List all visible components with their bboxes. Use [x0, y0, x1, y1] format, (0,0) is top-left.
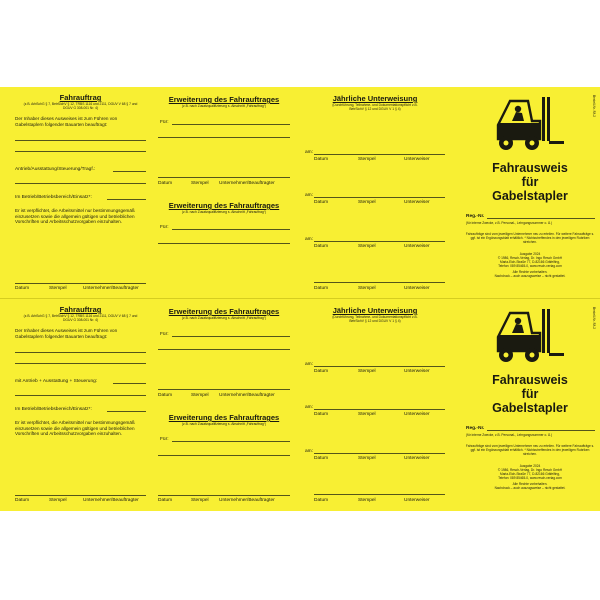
datum-label: Datum: [158, 498, 173, 503]
unterweisung-line[interactable]: [314, 197, 445, 198]
bereich-line[interactable]: [107, 199, 146, 200]
am-label: am:: [305, 150, 313, 155]
forklift-icon: [492, 97, 564, 152]
cover-title-line2: für: [521, 175, 539, 189]
antrieb-label: mit Antrieb + Ausstattung + Steuerung:: [15, 379, 98, 384]
rights-1: Alle Rechte vorbehalten.: [512, 482, 548, 486]
stempel-label: Stempel: [358, 244, 376, 249]
fuer-label: Für:: [160, 332, 169, 337]
unterweisung-title: Jährliche Unterweisung: [332, 94, 418, 103]
fahrauftrag-legal: (z.B. ArbSchG § 7, BetrSichV § 12, TRBS 1116 und 2111, DGUV V 68 § 7 und DGUV G 308-001 Nr. 4): [23, 102, 138, 110]
contact: Telefon: 089 85465-0, www.resch-verlag.com: [498, 476, 562, 480]
publisher: © 1986, Resch-Verlag, Dr. Ingo Resch GmbH: [497, 468, 563, 472]
publisher: © 1986, Resch-Verlag, Dr. Ingo Resch GmbH: [497, 256, 563, 260]
forklift-icon: [492, 309, 564, 364]
am-label: am:: [305, 449, 313, 454]
fahrauftrag-intro: Der Inhaber dieses Ausweises ist zum Führen von Gabelstaplern folgender Bauarten beauftragt:: [15, 328, 118, 339]
erweiterung-signature-line[interactable]: [158, 177, 290, 178]
fahrauftrag-legal: (z.B. ArbSchG § 7, BetrSichV § 12, TRBS 1116 und 2111, DGUV V 68 § 7 und DGUV G 308-001 Nr. 4): [23, 314, 138, 322]
antrieb-line-2[interactable]: [15, 183, 146, 184]
datum-label: Datum: [314, 369, 329, 374]
unterweiser-label: Unterweiser: [404, 369, 430, 374]
fahrauftrag-intro: Der Inhaber dieses Ausweises ist zum Führen von Gabelstaplern folgender Bauarten beauftragt:: [15, 116, 118, 127]
datum-label: Datum: [314, 412, 329, 417]
cover-title-line2: für: [521, 387, 539, 401]
stempel-label: Stempel: [358, 498, 376, 503]
rights-2: Nachdruck – auch auszugsweise – nicht gestattet.: [494, 274, 566, 278]
cover-section: [460, 87, 600, 299]
rights-1: Alle Rechte vorbehalten.: [512, 270, 548, 274]
fuer-line-2[interactable]: [158, 243, 290, 244]
edition: Ausgabe 2024: [519, 464, 541, 468]
fuer-line-2[interactable]: [158, 349, 290, 350]
erweiterung-signature-line[interactable]: [158, 389, 290, 390]
erweiterung-sub: (z.B. nach Zusatzqualifizierung s. Abschnitt „Fahrauftrag“): [181, 316, 267, 320]
stempel-label: Stempel: [49, 286, 67, 291]
bereich-line[interactable]: [107, 411, 146, 412]
datum-label: Datum: [314, 498, 329, 503]
unterweisung-line[interactable]: [314, 282, 445, 283]
fahrauftrag-obligation: Er ist verpflichtet, die Arbeitsmittel nur bestimmungsgemäß einzusetzen sowie die allgemein gültigen und betrieblichen Vorschriften und Arbeitsschutzvorgaben einzuhalten.: [15, 420, 135, 437]
fuer-line-1[interactable]: [172, 336, 290, 337]
stempel-label: Stempel: [358, 157, 376, 162]
fahrauftrag-obligation: Er ist verpflichtet, die Arbeitsmittel nur bestimmungsgemäß einzusetzen sowie die allgemein gültigen und betrieblichen Vorschriften und Arbeitsschutzvorgaben einzuhalten.: [15, 208, 135, 225]
cover-title-line1: Fahrausweis: [492, 373, 568, 387]
erweiterung-sub: (z.B. nach Zusatzqualifizierung s. Abschnitt „Fahrauftrag“): [181, 210, 267, 214]
antrieb-line-1[interactable]: [113, 383, 146, 384]
datum-label: Datum: [314, 286, 329, 291]
stempel-label: Stempel: [358, 286, 376, 291]
datum-label: Datum: [314, 157, 329, 162]
unterweiser-label: Unterweiser: [404, 498, 430, 503]
stempel-label: Stempel: [358, 200, 376, 205]
contact: Telefon: 089 85465-0, www.resch-verlag.com: [498, 264, 562, 268]
datum-label: Datum: [314, 456, 329, 461]
am-label: am:: [305, 362, 313, 367]
datum-label: Datum: [314, 244, 329, 249]
am-label: am:: [305, 405, 313, 410]
fuer-label: Für:: [160, 120, 169, 125]
stempel-label: Stempel: [358, 369, 376, 374]
erweiterung-title: Erweiterung des Fahrauftrages: [168, 201, 280, 210]
bereich-label: Im Betrieb/Betriebsbereich/Einsatz*:: [15, 407, 92, 412]
fahrauftrag-title: Fahrauftrag: [59, 93, 102, 102]
fuer-label: Für:: [160, 437, 169, 442]
bauart-line-1[interactable]: [15, 352, 146, 353]
fahrauftrag-signature-line[interactable]: [15, 283, 146, 284]
stempel-label: Stempel: [191, 393, 209, 398]
unterweisung-sub: (Durchführung, Teilnahme- und Dokumentationspflicht z.B. BetrSichV § 12 und DGUV V 1 § 4): [332, 103, 418, 111]
unterweisung-line[interactable]: [314, 241, 445, 242]
datum-label: Datum: [15, 286, 30, 291]
bereich-label: Im Betrieb/Betriebsbereich/Einsatz*:: [15, 195, 92, 200]
unterweisung-sub: (Durchführung, Teilnahme- und Dokumentationspflicht z.B. BetrSichV § 12 und DGUV V 1 § 4): [332, 315, 418, 323]
cover-title-line3: Gabelstapler: [492, 401, 568, 415]
fahrauftrag-section: [15, 87, 146, 299]
fahrauftrag-title: Fahrauftrag: [59, 305, 102, 314]
unterweisung-section: [305, 299, 445, 511]
cover-note: Fahraufträge sind vom jeweiligen Unternehmer neu zu erteilen. Für weitere Fahraufträge s. ggf. ist ein Ergänzungsblatt erhältlich. * Nichtzutreffendes in den jeweiligen Rubriken streichen.: [465, 444, 595, 456]
unternehmer-label: Unternehmer/Beauftragter: [83, 286, 139, 291]
datum-label: Datum: [314, 200, 329, 205]
stempel-label: Stempel: [191, 498, 209, 503]
reg-line[interactable]: [487, 430, 595, 431]
reg-sub: (für interne Zwecke, z.B. Personal-, Lehrgangsnummer o. Ä.): [466, 221, 553, 225]
cover-title-line1: Fahrausweis: [492, 161, 568, 175]
antrieb-line-1[interactable]: [113, 171, 146, 172]
fahrauftrag-section: [15, 299, 146, 511]
unterweiser-label: Unterweiser: [404, 286, 430, 291]
unterweiser-label: Unterweiser: [404, 456, 430, 461]
unternehmer-label: Unternehmer/Beauftragter: [83, 498, 139, 503]
fuer-line-1[interactable]: [172, 441, 290, 442]
erweiterung-title: Erweiterung des Fahrauftrages: [168, 413, 280, 422]
erweiterung-signature-line[interactable]: [158, 495, 290, 496]
order-number: Bestell-Nr. FA 2: [592, 95, 596, 117]
antrieb-label: Antrieb/Ausstattung/Steuerung/Tragf.:: [15, 167, 96, 172]
reg-label: Reg.-Nr.: [466, 214, 485, 219]
am-label: am:: [305, 237, 313, 242]
antrieb-line-2[interactable]: [15, 395, 146, 396]
unterweiser-label: Unterweiser: [404, 200, 430, 205]
stempel-label: Stempel: [358, 412, 376, 417]
reg-sub: (für interne Zwecke, z.B. Personal-, Lehrgangsnummer o. Ä.): [466, 433, 553, 437]
erweiterung-section: [158, 87, 290, 299]
fuer-line-1[interactable]: [172, 124, 290, 125]
cover-title-line3: Gabelstapler: [492, 189, 568, 203]
bauart-line-1[interactable]: [15, 140, 146, 141]
unterweisung-line[interactable]: [314, 494, 445, 495]
card-bottom: [0, 299, 600, 511]
erweiterung-sub: (z.B. nach Zusatzqualifizierung s. Abschnitt „Fahrauftrag“): [181, 104, 267, 108]
stempel-label: Stempel: [358, 456, 376, 461]
fuer-line-2[interactable]: [158, 455, 290, 456]
order-number: Bestell-Nr. FA 2: [592, 307, 596, 329]
fahrausweis-sheet: [0, 87, 600, 511]
unternehmer-label: Unternehmer/Beauftragter: [219, 181, 275, 186]
unterweiser-label: Unterweiser: [404, 244, 430, 249]
datum-label: Datum: [15, 498, 30, 503]
address: Maria-Eich-Straße 77, D-82166 Gräfelfing,: [500, 472, 560, 476]
unterweiser-label: Unterweiser: [404, 157, 430, 162]
am-label: am:: [305, 193, 313, 198]
erweiterung-section: [158, 299, 290, 511]
stempel-label: Stempel: [191, 181, 209, 186]
unterweisung-title: Jährliche Unterweisung: [332, 306, 418, 315]
unterweisung-section: [305, 87, 445, 299]
datum-label: Datum: [158, 393, 173, 398]
bauart-line-2[interactable]: [15, 363, 146, 364]
fuer-label: Für:: [160, 225, 169, 230]
stempel-label: Stempel: [49, 498, 67, 503]
erweiterung-title: Erweiterung des Fahrauftrages: [168, 307, 280, 316]
unternehmer-label: Unternehmer/Beauftragter: [219, 498, 275, 503]
fahrauftrag-signature-line[interactable]: [15, 495, 146, 496]
cover-section: [460, 299, 600, 511]
unterweisung-line[interactable]: [314, 366, 445, 367]
unterweisung-line[interactable]: [314, 453, 445, 454]
unterweisung-line[interactable]: [314, 154, 445, 155]
erweiterung-sub: (z.B. nach Zusatzqualifizierung s. Abschnitt „Fahrauftrag“): [181, 422, 267, 426]
unterweisung-line[interactable]: [314, 409, 445, 410]
unternehmer-label: Unternehmer/Beauftragter: [219, 393, 275, 398]
reg-label: Reg.-Nr.: [466, 426, 485, 431]
rights-2: Nachdruck – auch auszugsweise – nicht gestattet.: [494, 486, 566, 490]
edition: Ausgabe 2024: [519, 252, 541, 256]
unterweiser-label: Unterweiser: [404, 412, 430, 417]
address: Maria-Eich-Straße 77, D-82166 Gräfelfing,: [500, 260, 560, 264]
datum-label: Datum: [158, 181, 173, 186]
fuer-line-2[interactable]: [158, 137, 290, 138]
erweiterung-title: Erweiterung des Fahrauftrages: [168, 95, 280, 104]
reg-line[interactable]: [487, 218, 595, 219]
card-top: [0, 87, 600, 299]
bauart-line-2[interactable]: [15, 151, 146, 152]
fuer-line-1[interactable]: [172, 229, 290, 230]
cover-note: Fahraufträge sind vom jeweiligen Unternehmer neu zu erteilen. Für weitere Fahraufträge s. ggf. ist ein Ergänzungsblatt erhältlich. * Nichtzutreffendes in den jeweiligen Rubriken streichen.: [465, 232, 595, 244]
